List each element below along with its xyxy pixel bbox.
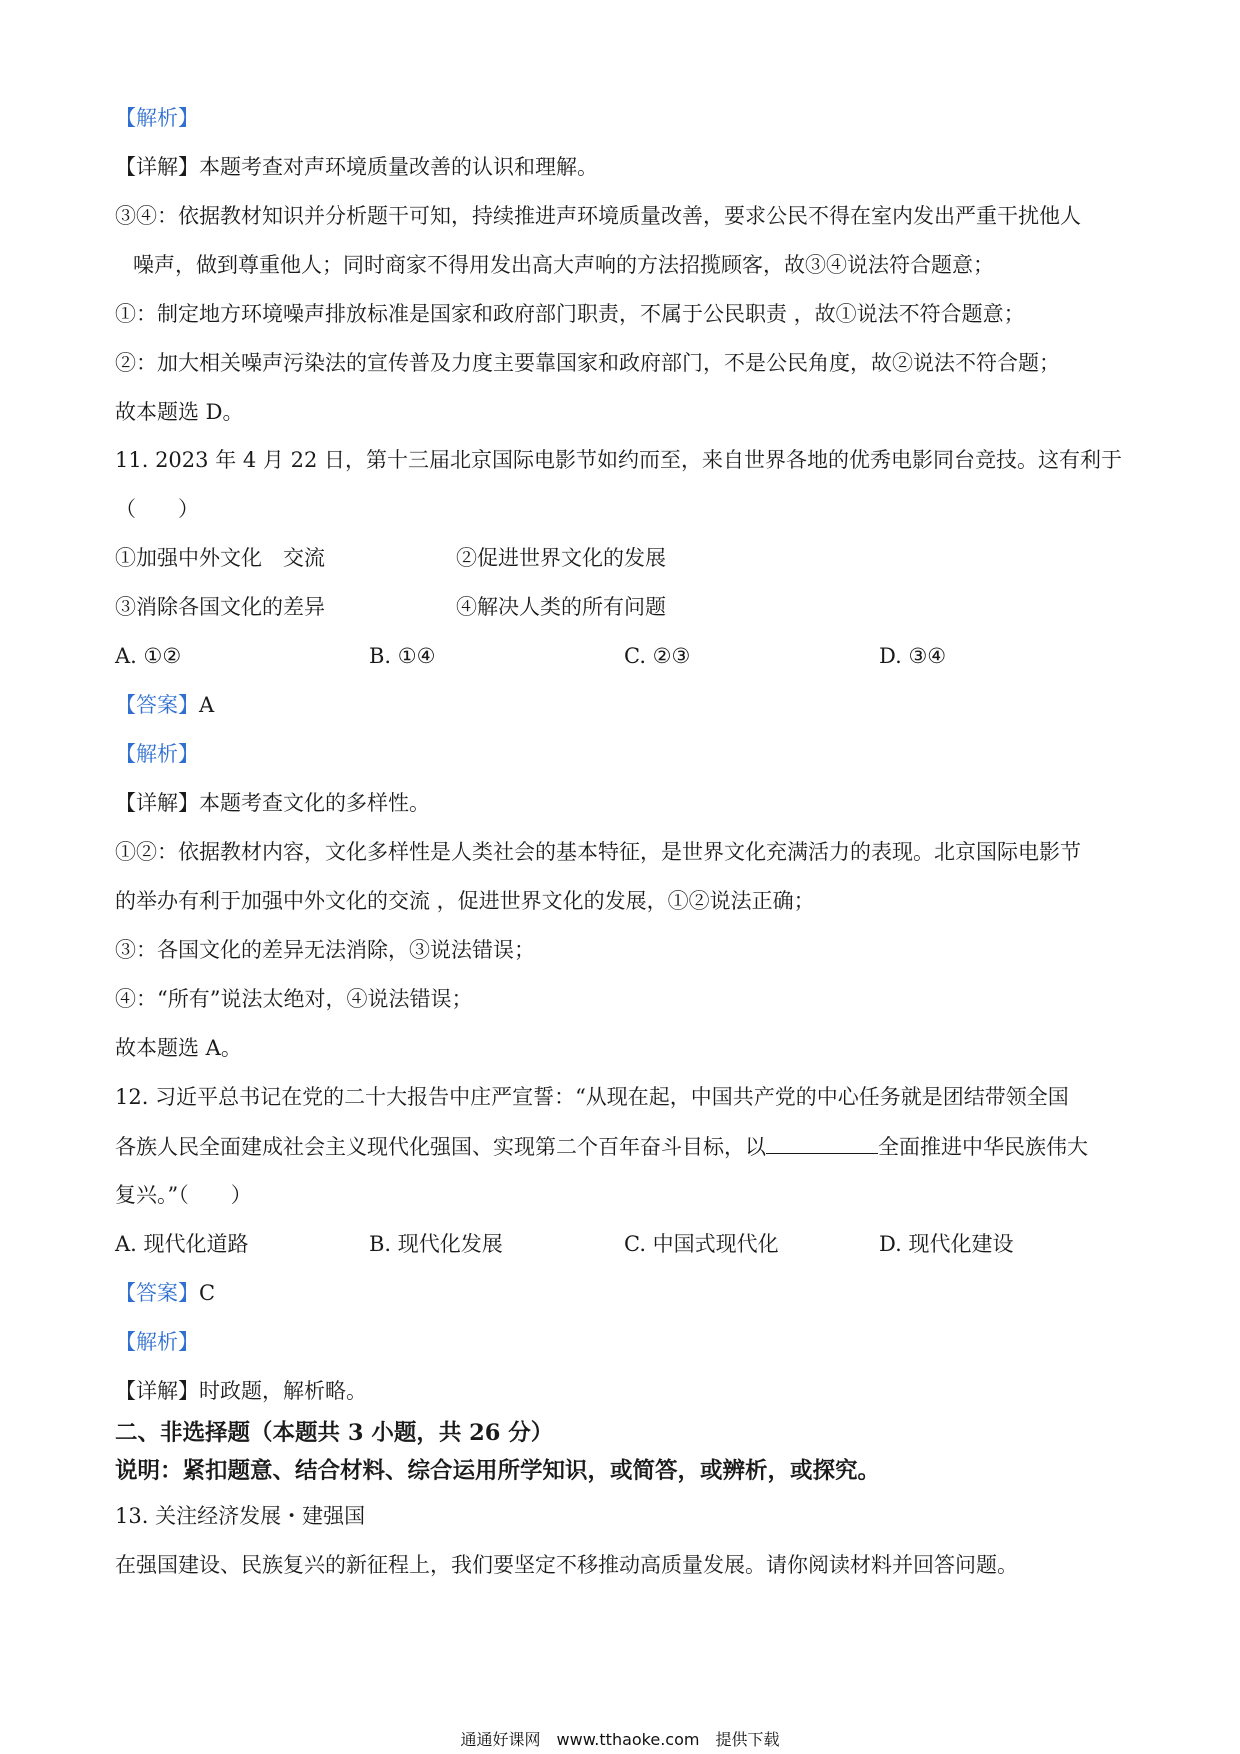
detail-line (115, 152, 1125, 182)
option-d: D. ③④ (879, 644, 947, 668)
paragraph: ④：“所有”说法太绝对，④说法错误； (115, 987, 473, 1011)
statement-item: ②促进世界文化的发展 (456, 546, 666, 570)
statement-item: ③消除各国文化的差异 (115, 595, 325, 619)
conclusion: 故本题选 A。 (115, 1036, 242, 1060)
paragraph: ③④：依据教材知识并分析题干可知，持续推进声环境质量改善，要求公民不得在室内发出严重干扰他人 (115, 204, 1081, 228)
answer-line (115, 690, 1125, 720)
fill-blank (766, 1131, 878, 1154)
section-note: 说明：紧扣题意、结合材料、综合运用所学知识，或简答，或辨析，或探究。 (115, 1458, 881, 1484)
section-heading: 二、非选择题（本题共 3 小题，共 26 分） (115, 1420, 554, 1446)
question-title: 13. 关注经济发展・建强国 (115, 1504, 366, 1528)
option-d: D. 现代化建设 (879, 1232, 1014, 1256)
detail-line (115, 1376, 1125, 1406)
detail-text: 本题考查文化的多样性。 (199, 791, 430, 815)
option-a: A. ①② (115, 644, 182, 668)
paragraph: ①②：依据教材内容，文化多样性是人类社会的基本特征，是世界文化充满活力的表现。北京国际电影节 (115, 840, 1081, 864)
detail-line (115, 788, 1125, 818)
statement-item: ④解决人类的所有问题 (456, 595, 666, 619)
option-a: A. 现代化道路 (115, 1232, 249, 1256)
detail-text: 本题考查对声环境质量改善的认识和理解。 (199, 155, 598, 179)
question-stem: 11. 2023 年 4 月 22 日，第十三届北京国际电影节如约而至，来自世界各地的优秀电影同台竞技。这有利于 (115, 448, 1122, 472)
paragraph: ②：加大相关噪声污染法的宣传普及力度主要靠国家和政府部门，不是公民角度，故②说法不符合题； (115, 351, 1060, 375)
answer-line (115, 1278, 1125, 1308)
option-b: B. ①④ (369, 644, 436, 668)
conclusion: 故本题选 D。 (115, 400, 244, 424)
detail-tag: 【详解】 (115, 1379, 199, 1403)
option-c: C. ②③ (624, 644, 691, 668)
analysis-tag: 【解析】 (115, 1330, 199, 1354)
question-stem (115, 1131, 1125, 1162)
option-c: C. 中国式现代化 (624, 1232, 779, 1256)
paragraph: ③：各国文化的差异无法消除，③说法错误； (115, 938, 535, 962)
stem-text: 全面推进中华民族伟大 (878, 1135, 1088, 1159)
answer-value: A (199, 693, 215, 717)
answer-tag: 【答案】 (115, 693, 199, 717)
paragraph: 噪声，做到尊重他人；同时商家不得用发出高大声响的方法招揽顾客，故③④说法符合题意； (133, 253, 994, 277)
paragraph: ①：制定地方环境噪声排放标准是国家和政府部门职责，不属于公民职责 ，故①说法不符合题意； (115, 302, 1025, 326)
question-stem: 12. 习近平总书记在党的二十大报告中庄严宣誓：“从现在起，中国共产党的中心任务就是团结带领全国 (115, 1085, 1069, 1109)
detail-tag: 【详解】 (115, 791, 199, 815)
option-b: B. 现代化发展 (369, 1232, 503, 1256)
analysis-tag: 【解析】 (115, 106, 199, 130)
question-stem: 复兴。”（ ） (115, 1183, 252, 1207)
analysis-tag: 【解析】 (115, 742, 199, 766)
stem-text: 各族人民全面建成社会主义现代化强国、实现第二个百年奋斗目标，以 (115, 1135, 766, 1159)
detail-tag: 【详解】 (115, 155, 199, 179)
statement-item: ①加强中外文化 交流 (115, 546, 325, 570)
question-stem-bracket: （ ） (115, 497, 199, 521)
detail-text: 时政题，解析略。 (199, 1379, 367, 1403)
answer-value: C (199, 1281, 216, 1305)
footer-watermark: 通通好课网 www.tthaoke.com 提供下载 (460, 1730, 780, 1749)
paragraph: 的举办有利于加强中外文化的交流 ，促进世界文化的发展，①②说法正确； (115, 889, 815, 913)
question-intro: 在强国建设、民族复兴的新征程上，我们要坚定不移推动高质量发展。请你阅读材料并回答问题。 (115, 1553, 1018, 1577)
answer-tag: 【答案】 (115, 1281, 199, 1305)
